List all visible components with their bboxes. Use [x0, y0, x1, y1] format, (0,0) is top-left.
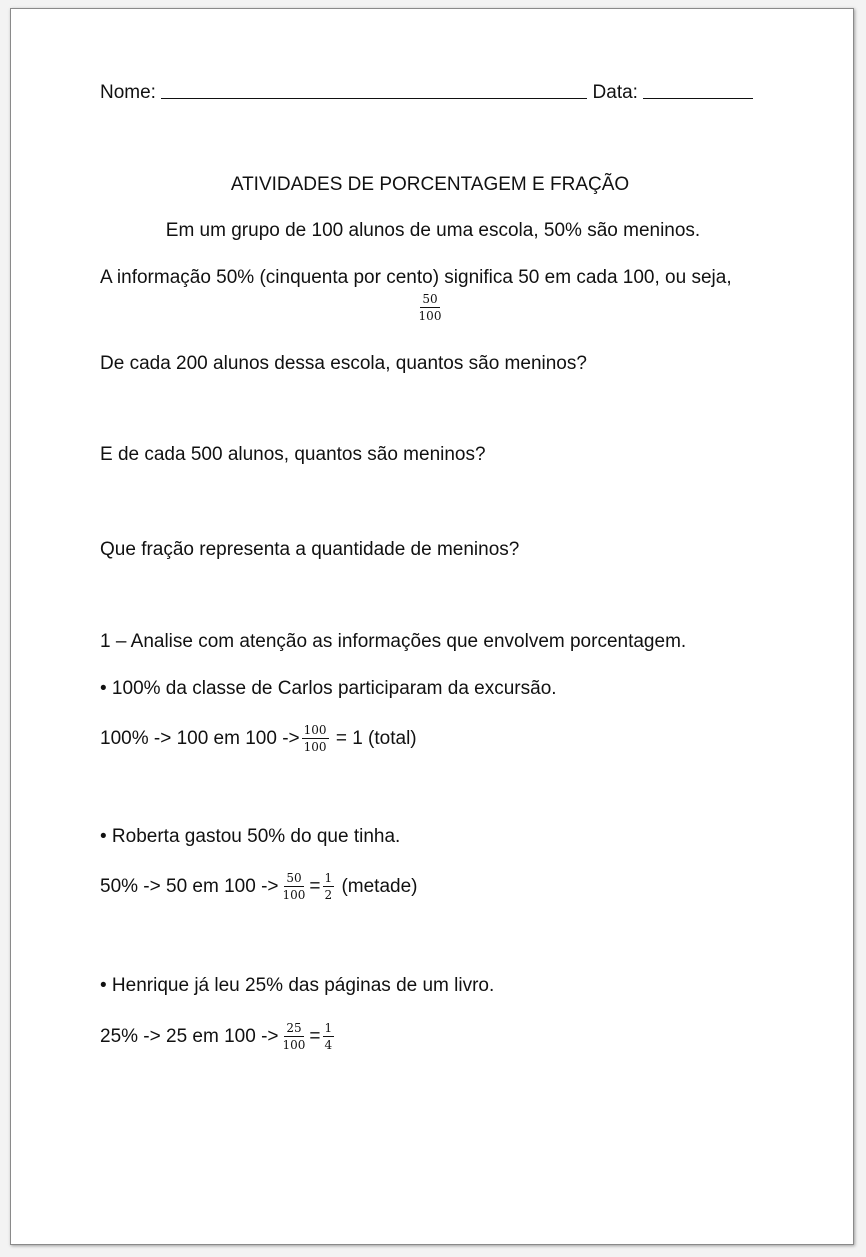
equation-fraction — [281, 871, 308, 902]
fraction-numerator: 1 — [324, 871, 333, 886]
fraction-denominator: 100 — [418, 309, 442, 323]
question-1: De cada 200 alunos dessa escola, quantos são meninos? — [100, 353, 587, 374]
fraction-denominator: 2 — [324, 888, 333, 903]
item-1-statement: • 100% da classe de Carlos participaram da excursão. — [100, 678, 557, 699]
fraction-numerator: 1 — [324, 1021, 333, 1036]
intro-fraction — [417, 292, 444, 323]
date-blank — [643, 80, 753, 99]
fraction-numerator: 50 — [422, 292, 438, 306]
item-2-equation — [100, 866, 417, 908]
item-1-equation — [100, 718, 417, 760]
name-label: Nome: — [100, 82, 156, 103]
intro-fraction-row — [0, 292, 863, 323]
equation-fraction — [281, 1021, 308, 1052]
fraction-denominator: 100 — [282, 1038, 306, 1053]
equals-sign: = — [309, 1026, 321, 1047]
fraction-denominator: 4 — [324, 1038, 333, 1053]
equation-prefix: 100% -> 100 em 100 -> — [100, 728, 300, 749]
page-title: ATIVIDADES DE PORCENTAGEM E FRAÇÃO — [230, 174, 630, 195]
equation-prefix: 25% -> 25 em 100 -> — [100, 1026, 279, 1047]
item-2-statement: • Roberta gastou 50% do que tinha. — [100, 826, 401, 847]
header-row — [100, 80, 753, 105]
equation-suffix: = 1 (total) — [335, 728, 417, 749]
question-2: E de cada 500 alunos, quantos são meninos? — [100, 444, 486, 465]
date-label: Data: — [592, 82, 638, 103]
equation-prefix: 50% -> 50 em 100 -> — [100, 876, 279, 897]
intro-line-2: A informação 50% (cinquenta por cento) significa 50 em cada 100, ou seja, — [100, 267, 732, 288]
item-3-equation — [100, 1016, 336, 1058]
equation-fraction — [302, 723, 329, 754]
fraction-numerator: 25 — [286, 1021, 302, 1036]
equation-fraction-simplified — [323, 871, 335, 902]
item-3-statement: • Henrique já leu 25% das páginas de um livro. — [100, 975, 495, 996]
fraction-denominator: 100 — [303, 740, 327, 755]
equation-fraction-simplified — [323, 1021, 335, 1052]
equation-suffix: (metade) — [341, 876, 418, 897]
fraction-numerator: 50 — [286, 871, 302, 886]
equals-sign: = — [309, 876, 321, 897]
section-1-heading: 1 – Analise com atenção as informações que envolvem porcentagem. — [100, 631, 687, 652]
intro-line-1: Em um grupo de 100 alunos de uma escola, 50% são meninos. — [165, 220, 701, 241]
question-3: Que fração representa a quantidade de meninos? — [100, 539, 520, 560]
name-blank — [161, 80, 587, 99]
fraction-numerator: 100 — [303, 723, 327, 738]
fraction-denominator: 100 — [282, 888, 306, 903]
